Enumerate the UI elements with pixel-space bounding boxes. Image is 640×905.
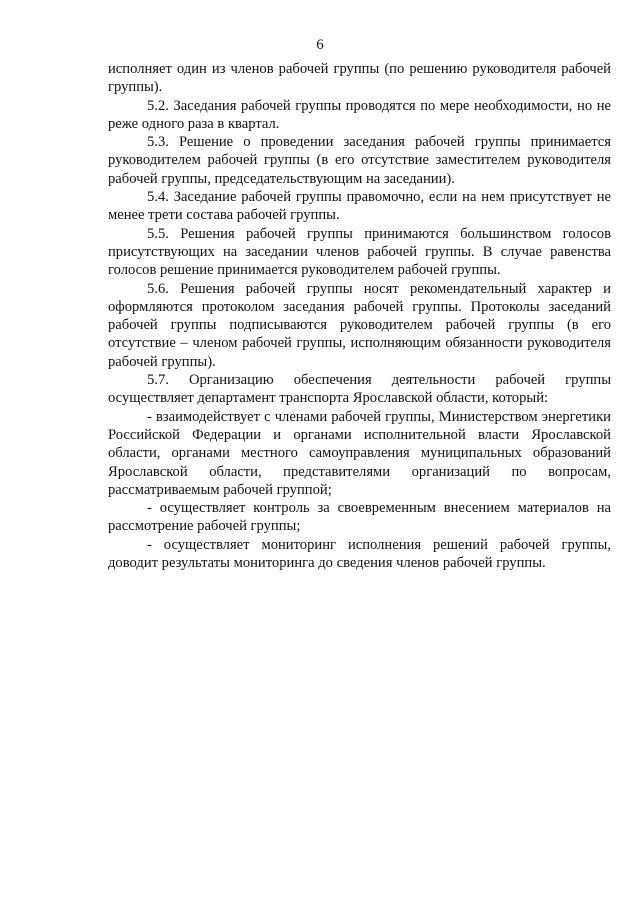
paragraph-continuation: исполняет один из членов рабочей группы (по решению руководителя рабочей группы). bbox=[108, 61, 611, 96]
list-item-control: - осуществляет контроль за своевременным внесением материалов на рассмотрение рабочей группы; bbox=[108, 500, 611, 535]
list-item-monitoring: - осуществляет мониторинг исполнения решений рабочей группы, доводит результаты мониторинга до сведения членов рабочей группы. bbox=[108, 536, 611, 572]
paragraph-5-2: 5.2. Заседания рабочей группы проводятся по мере необходимости, но не реже одного раза в квартал. bbox=[108, 97, 611, 132]
document-body bbox=[108, 60, 611, 572]
paragraph-5-6: 5.6. Решения рабочей группы носят рекомендательный характер и оформляются протоколом заседания рабочей группы. Протоколы заседаний рабочей группы подписываются руководителем рабочей группы (в его отсутствие – членом рабочей группы, исполняющим обязанности руководителя рабочей группы). bbox=[108, 280, 611, 370]
paragraph-5-5: 5.5. Решения рабочей группы принимаются большинством голосов присутствующих на заседании членов рабочей группы. В случае равенства голосов решение принимается руководителем рабочей группы. bbox=[108, 225, 611, 279]
list-item-interaction: - взаимодействует с членами рабочей группы, Министерством энергетики Российской Федерации и органами исполнительной власти Ярославской области, органами местного самоуправления муниципальных образований Ярославской области, представителями организаций по вопросам, рассматриваемым рабочей группой; bbox=[108, 408, 611, 498]
paragraph-5-4: 5.4. Заседание рабочей группы правомочно, если на нем присутствует не менее трети состава рабочей группы. bbox=[108, 189, 611, 224]
paragraph-5-7: 5.7. Организацию обеспечения деятельности рабочей группы осуществляет департамент транспорта Ярославской области, который: bbox=[108, 372, 611, 407]
page-number: 6 bbox=[316, 37, 324, 53]
paragraph-5-3: 5.3. Решение о проведении заседания рабочей группы принимается руководителем рабочей группы (в его отсутствие заместителем руководителя рабочей группы, председательствующим на заседании). bbox=[108, 134, 611, 187]
